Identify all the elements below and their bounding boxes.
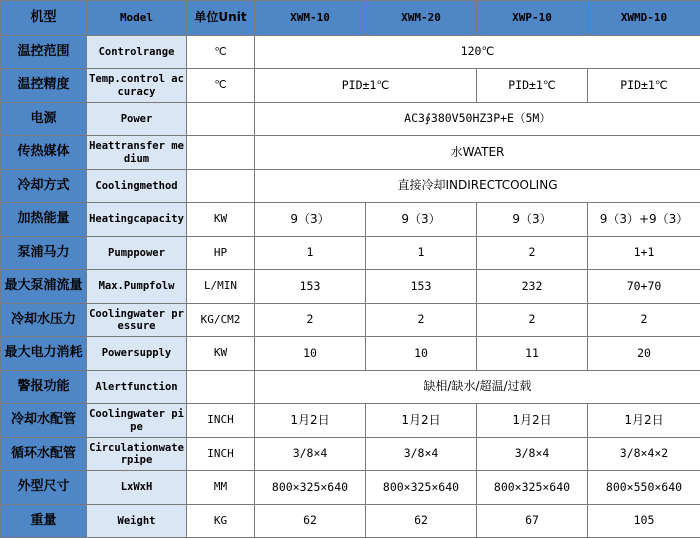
table-row (1, 203, 700, 237)
row-value: 1月2日 (588, 404, 700, 438)
header-model-1: XWM-10 (255, 1, 366, 36)
header-model-en: Model (87, 1, 187, 36)
header-model-cn: 机型 (1, 1, 87, 36)
row-unit: KG (187, 505, 255, 538)
row-value: 9（3） (366, 203, 477, 237)
row-label-cn: 冷却水压力 (1, 304, 87, 337)
table-row (1, 505, 700, 538)
row-value: 2 (477, 237, 588, 270)
row-label-cn: 循环水配管 (1, 438, 87, 471)
row-value-all: 直接冷却INDIRECTCOOLING (255, 170, 700, 203)
row-label-en: Pumppower (87, 237, 187, 270)
header-model-3: XWP-10 (477, 1, 588, 36)
row-unit: KW (187, 337, 255, 371)
table-row (1, 371, 700, 404)
row-value: 70+70 (588, 270, 700, 304)
row-label-cn: 冷却水配管 (1, 404, 87, 438)
row-value: 62 (366, 505, 477, 538)
row-unit: ℃ (187, 36, 255, 69)
header-model-2: XWM-20 (366, 1, 477, 36)
row-value: 1 (366, 237, 477, 270)
table-row (1, 404, 700, 438)
table-row (1, 304, 700, 337)
row-unit: INCH (187, 438, 255, 471)
row-label-en: Coolingwater pipe (87, 404, 187, 438)
row-unit: HP (187, 237, 255, 270)
row-value: 1月2日 (366, 404, 477, 438)
row-value: 3/8×4 (366, 438, 477, 471)
row-value-all: 水WATER (255, 136, 700, 170)
row-unit: MM (187, 471, 255, 505)
row-value: 20 (588, 337, 700, 371)
row-label-en: Coolingwater pressure (87, 304, 187, 337)
row-value: 2 (477, 304, 588, 337)
row-unit: INCH (187, 404, 255, 438)
row-value: PID±1℃ (588, 69, 700, 103)
row-value: 800×550×640 (588, 471, 700, 505)
row-value: 9（3） (477, 203, 588, 237)
row-label-en: Controlrange (87, 36, 187, 69)
row-value: 800×325×640 (366, 471, 477, 505)
row-label-cn: 外型尺寸 (1, 471, 87, 505)
row-value: 3/8×4 (477, 438, 588, 471)
row-value-span: PID±1℃ (255, 69, 477, 103)
row-value: 232 (477, 270, 588, 304)
row-label-en: Temp.control accuracy (87, 69, 187, 103)
row-value: 800×325×640 (477, 471, 588, 505)
table-row (1, 136, 700, 170)
row-label-en: Powersupply (87, 337, 187, 371)
header-model-4: XWMD-10 (588, 1, 700, 36)
row-value-all: AC3∮380V50HZ3P+E（5M） (255, 103, 700, 136)
row-label-en: Alertfunction (87, 371, 187, 404)
row-unit: L/MIN (187, 270, 255, 304)
row-label-en: Circulationwaterpipe (87, 438, 187, 471)
row-label-cn: 温控范围 (1, 36, 87, 69)
row-label-cn: 温控精度 (1, 69, 87, 103)
table-row (1, 471, 700, 505)
row-value: 10 (366, 337, 477, 371)
row-label-cn: 冷却方式 (1, 170, 87, 203)
row-value: 2 (588, 304, 700, 337)
row-label-en: LxWxH (87, 471, 187, 505)
row-label-en: Heattransfer medium (87, 136, 187, 170)
row-value: 1月2日 (255, 404, 366, 438)
row-label-en: Power (87, 103, 187, 136)
row-unit (187, 103, 255, 136)
row-value: 105 (588, 505, 700, 538)
row-value: 800×325×640 (255, 471, 366, 505)
row-value: 9（3）+9（3） (588, 203, 700, 237)
row-value-all: 120℃ (255, 36, 700, 69)
row-unit: KW (187, 203, 255, 237)
row-label-en: Coolingmethod (87, 170, 187, 203)
row-unit: ℃ (187, 69, 255, 103)
row-label-cn: 最大电力消耗 (1, 337, 87, 371)
row-value-all: 缺相/缺水/超温/过载 (255, 371, 700, 404)
row-unit (187, 136, 255, 170)
row-value: 3/8×4 (255, 438, 366, 471)
table-row (1, 237, 700, 270)
table-row (1, 270, 700, 304)
table-row (1, 36, 700, 69)
table-row (1, 69, 700, 103)
row-value: 2 (366, 304, 477, 337)
row-label-cn: 泵浦马力 (1, 237, 87, 270)
row-value: 11 (477, 337, 588, 371)
table-row (1, 337, 700, 371)
row-label-en: Weight (87, 505, 187, 538)
header-unit: 单位Unit (187, 1, 255, 36)
row-value: 3/8×4×2 (588, 438, 700, 471)
row-unit: KG/CM2 (187, 304, 255, 337)
header-row (1, 1, 700, 36)
row-label-en: Max.Pumpfolw (87, 270, 187, 304)
row-label-cn: 最大泵浦流量 (1, 270, 87, 304)
row-label-cn: 电源 (1, 103, 87, 136)
table-row (1, 103, 700, 136)
row-value: 1 (255, 237, 366, 270)
row-value: 62 (255, 505, 366, 538)
row-label-cn: 重量 (1, 505, 87, 538)
row-value: 67 (477, 505, 588, 538)
row-label-cn: 加热能量 (1, 203, 87, 237)
row-label-cn: 传热媒体 (1, 136, 87, 170)
row-value: 10 (255, 337, 366, 371)
table-row (1, 170, 700, 203)
row-unit (187, 371, 255, 404)
row-value: 2 (255, 304, 366, 337)
row-value: 153 (255, 270, 366, 304)
row-label-en: Heatingcapacity (87, 203, 187, 237)
row-value: 9（3） (255, 203, 366, 237)
table-row (1, 438, 700, 471)
row-value: PID±1℃ (477, 69, 588, 103)
row-label-cn: 警报功能 (1, 371, 87, 404)
row-value: 1+1 (588, 237, 700, 270)
row-unit (187, 170, 255, 203)
row-value: 1月2日 (477, 404, 588, 438)
row-value: 153 (366, 270, 477, 304)
